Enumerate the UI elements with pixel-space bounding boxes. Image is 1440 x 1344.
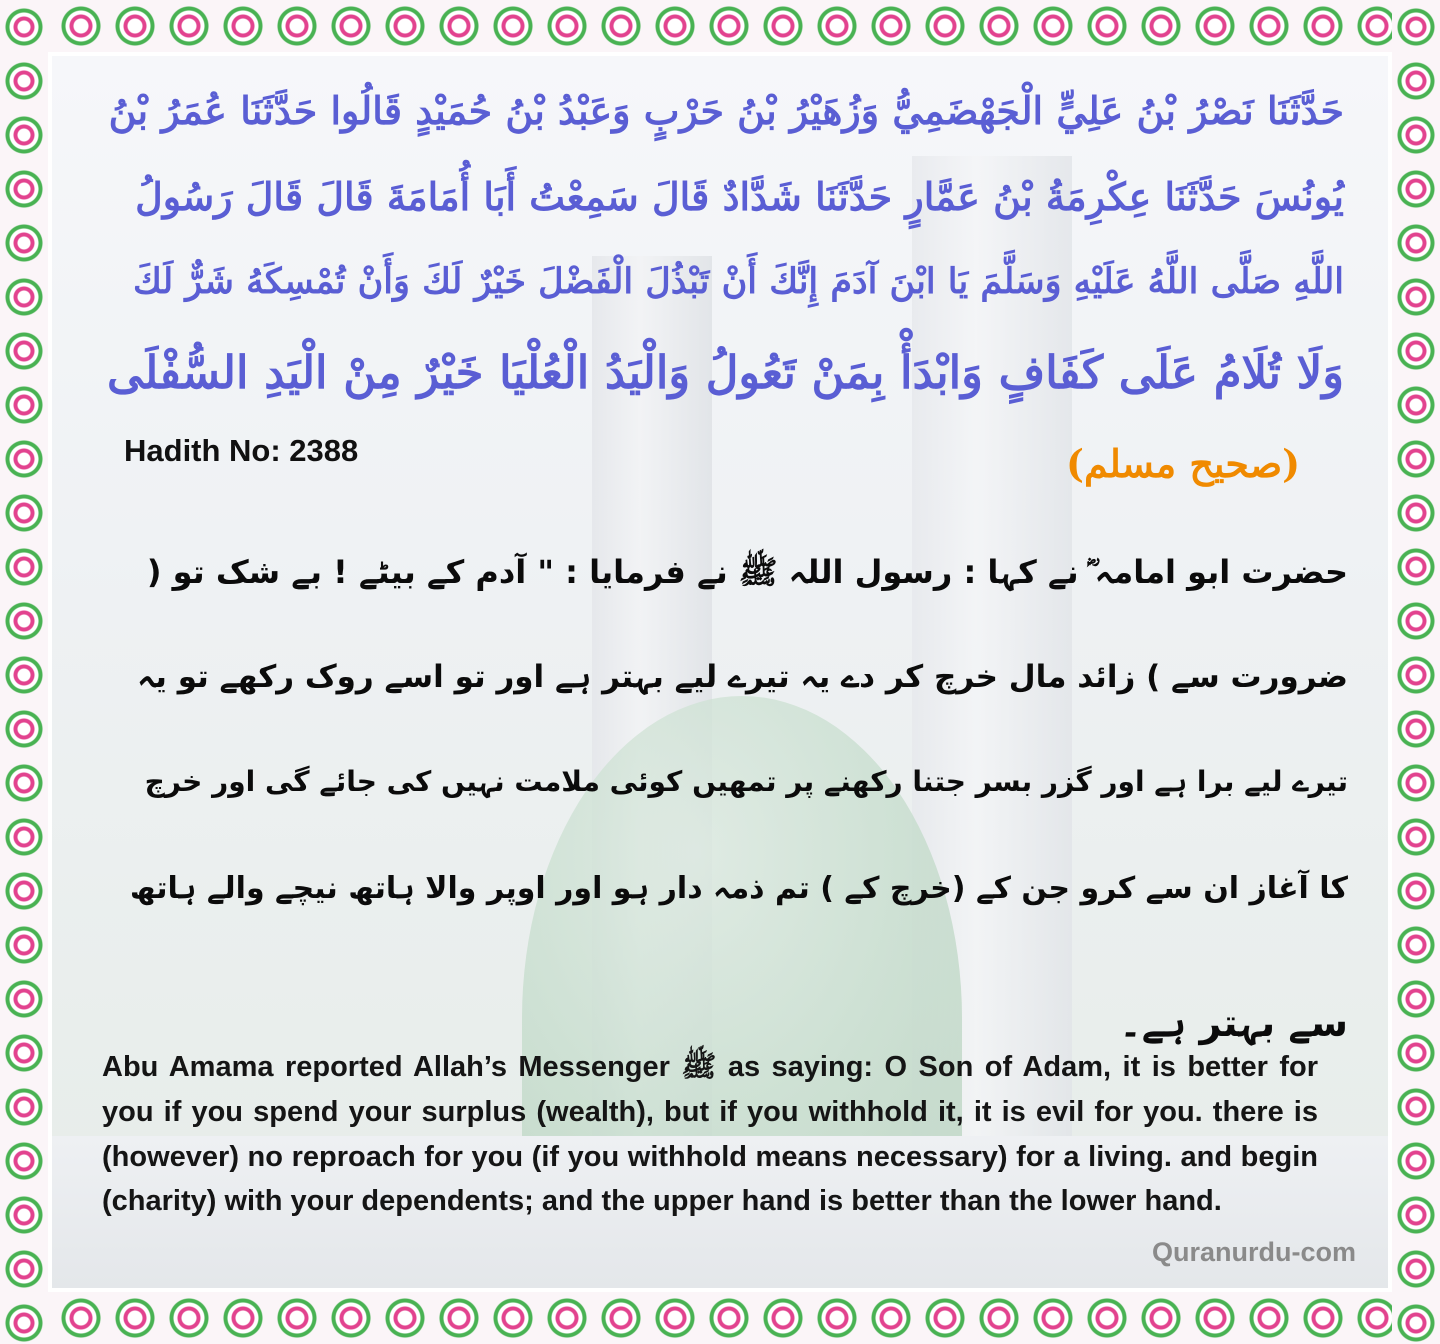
hadith-number: Hadith No: 2388 — [124, 433, 359, 468]
decorative-border-right — [1392, 0, 1440, 1344]
english-translation: Abu Amama reported Allah’s Messenger ﷺ as saying: O Son of Adam, it is better for you if you spend your surplus (wealth), but if you withhold it, it is evil for you. there is (however) no reproach for you (if you withhold means necessary) for a living. and begin (charity) with your dependents; and the upper hand is better than the lower hand. — [102, 1051, 1318, 1218]
urdu-translation-line: کا آغاز ان سے کرو جن کے (خرچ کے ) تم ذمہ دار ہو اور اوپر والا ہاتھ نیچے والے ہاتھ — [129, 871, 1348, 906]
decorative-border-bottom — [0, 1292, 1440, 1344]
source-label: (صحیح مسلم) — [1066, 441, 1301, 486]
arabic-text-line: وَلَا تُلَامُ عَلَى كَفَافٍ وَابْدَأْ بِمَنْ تَعُولُ وَالْيَدُ الْعُلْيَا خَيْرٌ مِنْ الْيَدِ السُّفْلَى — [106, 346, 1344, 399]
decorative-border-top — [0, 0, 1440, 52]
urdu-translation-line: تیرے لیے برا ہے اور گزر بسر جتنا رکھنے پر تمھیں کوئی ملامت نہیں کی جائے گی اور خرچ — [144, 765, 1348, 798]
arabic-text-line: اللَّهِ صَلَّى اللَّهُ عَلَيْهِ وَسَلَّمَ يَا ابْنَ آدَمَ إِنَّكَ أَنْ تَبْذُلَ الْفَضْلَ خَيْرٌ لَكَ وَأَنْ تُمْسِكَهُ شَرٌّ لَكَ — [132, 261, 1344, 302]
site-watermark: Quranurdu-com — [1152, 1237, 1357, 1267]
urdu-translation-line: سے بہتر ہے۔ — [1119, 1001, 1348, 1045]
urdu-translation-line: ضرورت سے ) زائد مال خرچ کر دے یہ تیرے لیے بہتر ہے اور تو اسے روک رکھے تو یہ — [137, 659, 1348, 695]
urdu-translation-line: حضرت ابو امامہ ؓ نے کہا : رسول اللہ ﷺ نے فرمایا : " آدم کے بیٹے ! بے شک تو ( — [146, 553, 1348, 591]
arabic-text-line: حَدَّثَنَا نَصْرُ بْنُ عَلِيٍّ الْجَهْضَمِيُّ وَزُهَيْرُ بْنُ حَرْبٍ وَعَبْدُ بْنُ حُمَيْدٍ قَالُوا حَدَّثَنَا عُمَرُ بْنُ — [108, 88, 1344, 133]
arabic-text-line: يُونُسَ حَدَّثَنَا عِكْرِمَةُ بْنُ عَمَّارٍ حَدَّثَنَا شَدَّادٌ قَالَ سَمِعْتُ أَبَا أُمَامَةَ قَالَ قَالَ رَسُولُ — [135, 174, 1344, 219]
decorative-border-left — [0, 0, 48, 1344]
